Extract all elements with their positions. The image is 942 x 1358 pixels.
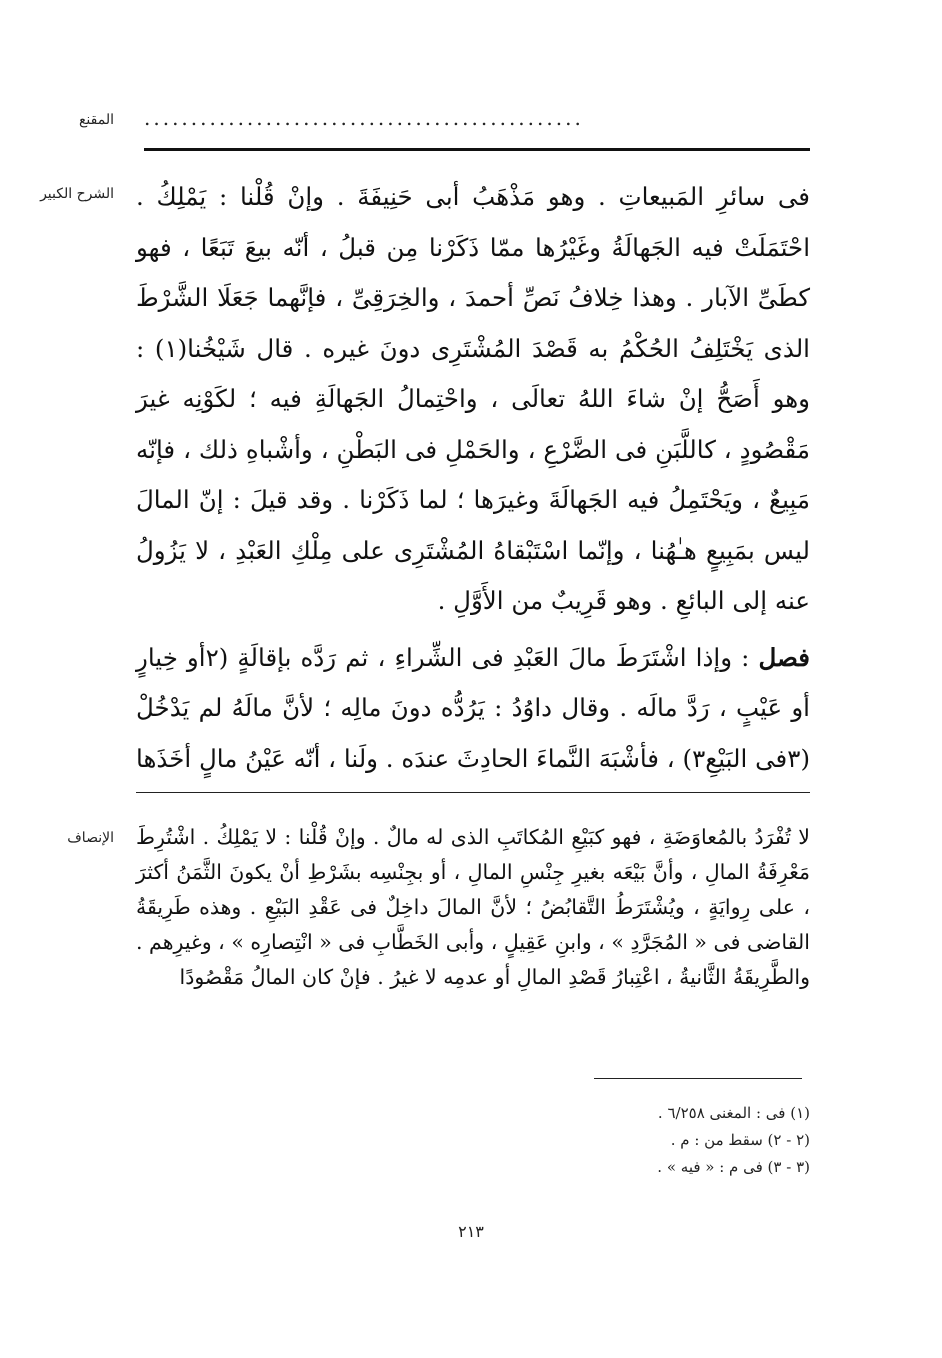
margin-label-sharh: الشرح الكبير (40, 186, 114, 202)
insaf-paragraph: لا تُفْرَدُ بالمُعاوَضَةِ ، فهو كبَيْعِ المُكاتَبِ الذى له مالٌ . وإنْ قُلْنا : لا يَمْلِكُ . اشْتُرِطَ مَعْرِفَةُ المالِ ، وأنَّ بَيْعَه بغيرِ جِنْسِ المالِ ، أو بجِنْسِه بشَرْطِ أنْ يكونَ الثَّمَنُ أكثرَ ، على رِوايَةٍ ، ويُشْتَرَطُ التَّقابُضُ ؛ لأنَّ المالَ داخِلٌ فى عَقْدِ البَيْعِ . وهذه طَرِيقَةُ القاضى فى « المُجَرَّدِ » ، وابنِ عَقِيلٍ ، وأبى الخَطَّابِ فى « انْتِصارِه » ، وغيرِهم . والطَّرِيقَةُ الثَّانيةُ ، اعْتِبارُ قَصْدِ المالِ أو عدمِه لا غيرُ . فإنْ كان المالُ مَقْصُودًا (136, 825, 810, 989)
dotted-leader: ............................................... (144, 106, 584, 130)
footnote-3: (٣ - ٣) فى م : « فيه » . (657, 1158, 810, 1176)
margin-label-insaf: الإنصاف (67, 830, 114, 846)
header-rule (144, 148, 810, 151)
page-number: ٢١٣ (458, 1222, 484, 1241)
sharh-paragraph-2-text: : وإذا اشْتَرَطَ مالَ العَبْدِ فى الشِّراءِ ، ثم رَدَّه بإقالَةٍ (٢أو خِيارٍ أو عَيْبٍ ، رَدَّ مالَه . وقال داوُدُ : يَرُدُّه دونَ مالِه ؛ لأنَّ مالَهُ لم يَدْخُلْ (٣فى البَيْعِ٣) ، فأشْبَهَ النَّماءَ الحادِثَ عندَه . ولَنا ، أنّه عَيْنُ مالٍ أخَذَها (136, 642, 810, 773)
section-separator (136, 792, 810, 793)
insaf-text (136, 820, 810, 995)
footnote-rule (594, 1078, 802, 1079)
footnote-2: (٢ - ٢) سقط من : م . (670, 1131, 810, 1149)
sharh-paragraph-1: فى سائرِ المَبيعاتِ . وهو مَذْهَبُ أبى حَنِيفَةَ . وإنْ قُلْنا : يَمْلِكُ . احْتَمَلَتْ فيه الجَهالَةُ وغَيْرُها ممّا ذَكَرْنا مِن قبلُ ، أنّه بيعَ تَبَعًا ، فهو كطَىِّ الآبار . وهذا خِلافُ نَصِّ أحمدَ ، والخِرَقِىِّ ، فإنَّهما جَعَلَا الشَّرْطَ الذى يَخْتَلِفُ الحُكْمُ به قَصْدَ المُشْتَرِى دونَ غيره . قال شَيْخُنا(١) : وهو أَصَحُّ إنْ شاءَ اللهُ تعالَى ، واحْتِمالُ الجَهالَةِ فيه ؛ لكَوْنِه غيرَ مَقْصُودٍ ، كاللَّبَنِ فى الضَّرْعِ ، والحَمْلِ فى البَطْنِ ، وأشْباهِ ذلك ، فإنّه مَبِيعٌ ، ويَحْتَمِلُ فيه الجَهالَةَ وغيرَها ؛ لما ذَكَرْنا . وقد قيلَ : إنّ المالَ ليس بمَبِيعٍ هـٰهُنا ، وإنّما اسْتَبْقاهُ المُشْتَرِى على مِلْكِ العَبْدِ ، لا يَزُولُ عنه إلى البائعِ . وهو قَرِيبٌ من الأَوَّلِ . (136, 182, 810, 615)
footnotes (300, 1100, 810, 1181)
sharh-paragraph-2 (136, 633, 810, 785)
footnote-1: (١) فى : المغنى ٦/٢٥٨ . (657, 1104, 810, 1122)
running-head: المقنع (78, 112, 114, 128)
fasl-label: فصل (758, 642, 811, 672)
sharh-text (136, 172, 810, 784)
